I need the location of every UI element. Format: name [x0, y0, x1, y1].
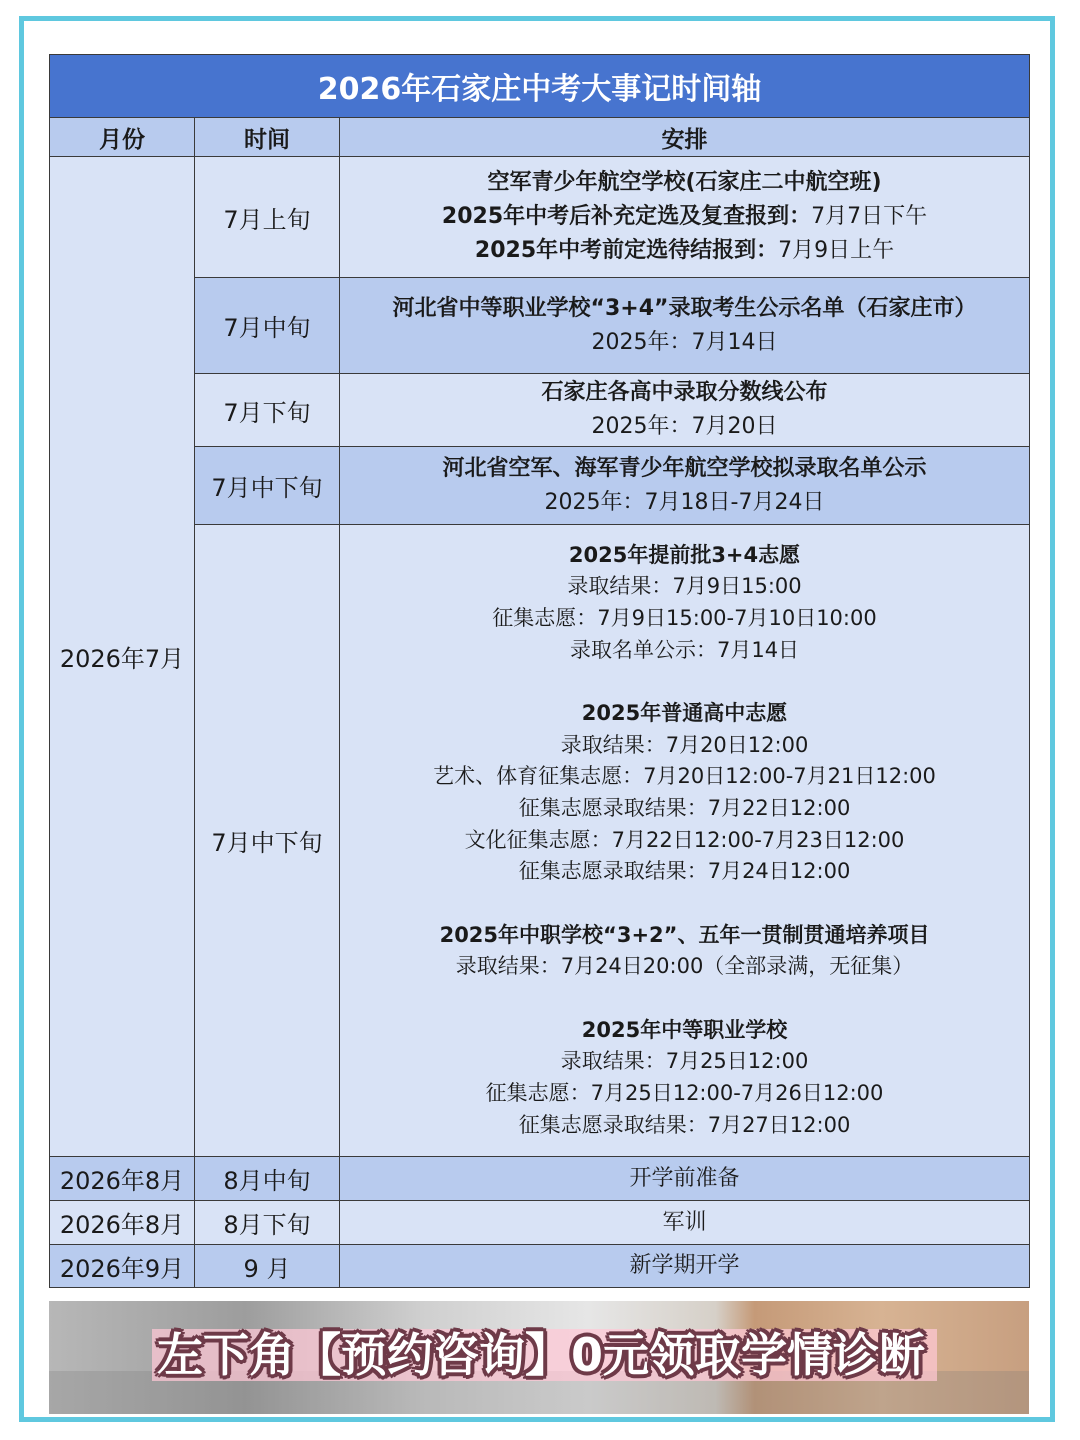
month-cell-july: 2026年7月 [50, 157, 195, 1157]
arrangement-line: 录取结果：7月20日12:00 [560, 732, 809, 757]
arrangement-line: 河北省空军、海军青少年航空学校拟录取名单公示 [442, 455, 927, 481]
arrangement-line: 河北省中等职业学校“3+4”录取考生公示名单（石家庄市） [392, 295, 977, 321]
table-row [50, 447, 1030, 525]
header-row [50, 118, 1030, 157]
block-heading: 2025年中职学校“3+2”、五年一贯制贯通培养项目 [439, 922, 930, 947]
table-row [50, 1245, 1030, 1288]
block-heading: 2025年中等职业学校 [581, 1017, 788, 1042]
timeline-table [49, 54, 1029, 1288]
block-heading: 2025年提前批3+4志愿 [568, 542, 801, 567]
arrangement-line: 征集志愿录取结果：7月22日12:00 [518, 795, 851, 820]
admission-block [340, 920, 1029, 983]
banner-text: 左下角【预约咨询】0元领取学情诊断 [157, 1328, 926, 1382]
arrangement-line: 2025年：7月18日-7月24日 [544, 489, 825, 515]
arrangement-line: 文化征集志愿：7月22日12:00-7月23日12:00 [464, 827, 905, 852]
admission-block [340, 1015, 1029, 1141]
month-cell: 2026年8月 [50, 1157, 195, 1201]
arrangement-line: 征集志愿：7月25日12:00-7月26日12:00 [485, 1081, 884, 1106]
arrangement-line: 录取结果：7月25日12:00 [560, 1049, 809, 1074]
time-cell: 7月上旬 [195, 157, 340, 278]
arrangement-line: 艺术、体育征集志愿：7月20日12:00-7月21日12:00 [433, 764, 936, 789]
table-row [50, 1157, 1030, 1201]
consult-banner[interactable] [49, 1301, 1029, 1414]
admission-block [340, 698, 1029, 888]
arrangement-label: 2025年中考前定选待结报到： [474, 238, 779, 263]
time-cell: 7月下旬 [195, 374, 340, 447]
arrangement-line [340, 200, 1029, 234]
month-cell: 2026年8月 [50, 1201, 195, 1245]
header-time: 时间 [195, 118, 340, 157]
arrangement-line: 录取结果：7月24日20:00（全部录满，无征集） [455, 954, 914, 979]
time-cell: 7月中下旬 [195, 525, 340, 1157]
arrangement-line: 石家庄各高中录取分数线公布 [541, 380, 828, 405]
admission-block [340, 540, 1029, 666]
arrangement-cell: 新学期开学 [340, 1245, 1030, 1288]
arrangement-value: 7月9日上午 [778, 238, 895, 263]
arrangement-line: 征集志愿：7月9日15:00-7月10日10:00 [492, 605, 877, 630]
table-title: 2026年石家庄中考大事记时间轴 [50, 55, 1030, 118]
arrangement-line [340, 234, 1029, 268]
arrangement-cell: 军训 [340, 1201, 1030, 1245]
header-month: 月份 [50, 118, 195, 157]
time-cell: 8月中旬 [195, 1157, 340, 1201]
header-arrangement: 安排 [340, 118, 1030, 157]
arrangement-value: 7月7日下午 [811, 204, 928, 229]
arrangement-line: 2025年：7月14日 [591, 329, 778, 355]
arrangement-line: 2025年：7月20日 [591, 414, 778, 439]
arrangement-line: 空军青少年航空学校(石家庄二中航空班) [487, 170, 882, 195]
time-cell: 7月中旬 [195, 278, 340, 374]
arrangement-cell [340, 374, 1030, 447]
arrangement-line: 录取名单公示：7月14日 [569, 637, 800, 662]
table-row [50, 374, 1030, 447]
arrangement-label: 2025年中考后补充定选及复查报到： [441, 204, 812, 229]
table-row [50, 1201, 1030, 1245]
arrangement-line: 录取结果：7月9日15:00 [567, 574, 802, 599]
arrangement-cell [340, 525, 1030, 1157]
time-cell: 8月下旬 [195, 1201, 340, 1245]
table-row [50, 157, 1030, 278]
arrangement-line: 征集志愿录取结果：7月24日12:00 [518, 859, 851, 884]
arrangement-cell [340, 447, 1030, 525]
arrangement-line: 征集志愿录取结果：7月27日12:00 [518, 1112, 851, 1137]
time-cell: 9 月 [195, 1245, 340, 1288]
arrangement-cell [340, 157, 1030, 278]
table-row [50, 278, 1030, 374]
table-row [50, 525, 1030, 1157]
month-cell: 2026年9月 [50, 1245, 195, 1288]
arrangement-cell [340, 278, 1030, 374]
time-cell: 7月中下旬 [195, 447, 340, 525]
arrangement-cell: 开学前准备 [340, 1157, 1030, 1201]
block-heading: 2025年普通高中志愿 [581, 701, 788, 726]
